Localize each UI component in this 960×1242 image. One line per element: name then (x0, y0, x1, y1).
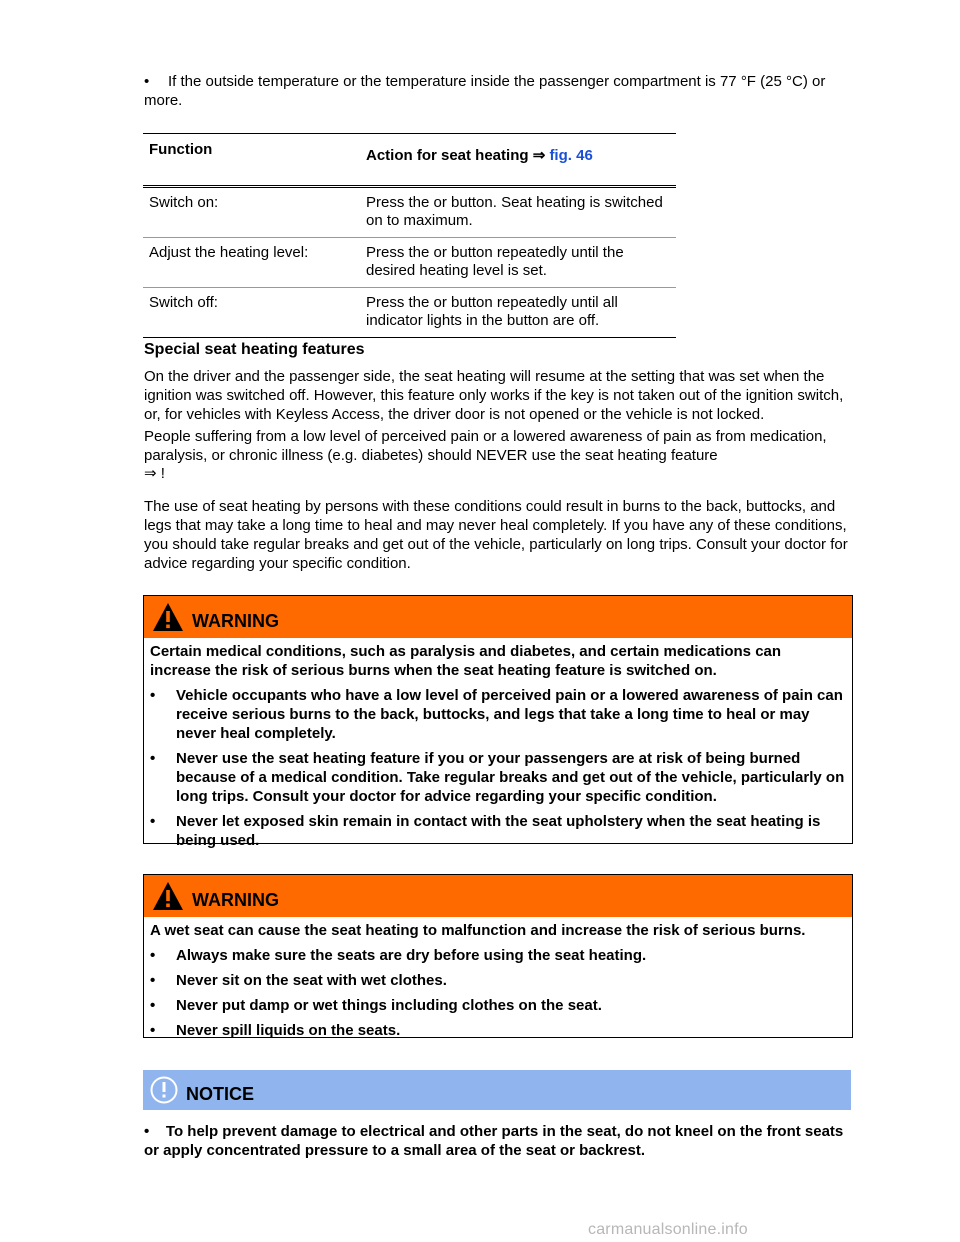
bullet-dot: • (150, 1022, 156, 1039)
warning-body (144, 638, 852, 862)
notice-text: To help prevent damage to electrical and other parts in the seat, do not kneel on the front seats or apply concentrated pressure to a small area of the seat or backrest. (144, 1123, 844, 1159)
row-function: Adjust the heating level: (149, 244, 309, 261)
table-row (143, 288, 676, 338)
bullet-dot: • (150, 813, 156, 830)
warning-title: WARNING (192, 890, 279, 910)
warning-bullet-text: Vehicle occupants who have a low level of perceived pain or a lowered awareness of pain can receive serious burns to the back, buttocks, and legs that take a long time to heal or may never heal completely. (176, 687, 843, 742)
warning-box-medical (143, 595, 853, 849)
warning-reference (144, 464, 165, 483)
warning-title: WARNING (192, 611, 279, 631)
site-watermark: carmanualsonline.info (588, 1221, 748, 1238)
warning-bullet (150, 812, 846, 850)
seat-heating-table (143, 133, 676, 338)
warning-bullet-text: Never sit on the seat with wet clothes. (176, 972, 447, 989)
warning-header (144, 875, 852, 917)
warning-triangle-icon (151, 601, 185, 633)
notice-header (143, 1070, 851, 1110)
warning-bullet-text: Never use the seat heating feature if you or your passengers are at risk of being burned because of a medical condition. Take regular breaks and get out of the vehicle, particularly on long trips. Consult your doctor for advice regarding your specific condition. (176, 750, 845, 805)
row-action: Press the or button. Seat heating is switched on to maximum. (366, 194, 663, 229)
figure-link[interactable]: fig. 46 (549, 147, 593, 164)
paragraph-resume: On the driver and the passenger side, the seat heating will resume at the setting that was set when the ignition was switched off. However, this feature only works if the key is not taken out of the ignition switch, or, for vehicles with Keyless Access, the driver door is not opened or the vehicle is not locked. (144, 368, 844, 423)
warning-box-wet-seat (143, 874, 853, 1038)
warning-bullet (150, 686, 846, 743)
intro-bullet-text: If the outside temperature or the temperature inside the passenger compartment is 77 °F (25 °C) or more. (144, 73, 826, 109)
warning-bullet-text: Never let exposed skin remain in contact with the seat upholstery when the seat heating is being used. (176, 813, 821, 849)
warning-bullet (150, 996, 846, 1015)
warning-bullet-text: Never spill liquids on the seats. (176, 1022, 401, 1039)
row-action: Press the or button repeatedly until the desired heating level is set. (366, 244, 624, 279)
warning-bullet (150, 946, 846, 965)
bullet-dot: • (150, 687, 156, 704)
bullet-dot: • (144, 1123, 166, 1140)
warning-bullet-text: Always make sure the seats are dry before using the seat heating. (176, 947, 647, 964)
intro-bullet (144, 72, 856, 110)
bullet-dot: • (144, 73, 150, 90)
col-header-action: Action for seat heating ⇒ fig. 46 (366, 147, 593, 164)
table-row (143, 187, 676, 238)
col-header-action-label: Action for seat heating (366, 147, 529, 164)
col-header-function: Function (149, 141, 213, 158)
section-title: Special seat heating features (144, 341, 365, 358)
notice-bullet-text (144, 1122, 844, 1160)
warning-lead: Certain medical conditions, such as paralysis and diabetes, and certain medications can increase the risk of serious burns when the seat heating feature is switched on. (150, 643, 782, 679)
paragraph-pain: People suffering from a low level of perceived pain or a lowered awareness of pain as from medication, paralysis, or chronic illness (e.g. diabetes) should NEVER use the seat heating feature (144, 428, 827, 464)
notice-title: NOTICE (186, 1084, 255, 1104)
row-function: Switch off: (149, 294, 218, 311)
warning-triangle-icon (151, 880, 185, 912)
warning-bullet (150, 749, 846, 806)
warning-bullet-text: Never put damp or wet things including clothes on the seat. (176, 997, 602, 1014)
warning-lead: A wet seat can cause the seat heating to malfunction and increase the risk of serious burns. (150, 922, 806, 939)
warning-body (144, 917, 852, 1052)
table-row (143, 238, 676, 288)
warning-header (144, 596, 852, 638)
row-action: Press the or button repeatedly until all indicator lights in the button are off. (366, 294, 618, 329)
row-function: Switch on: (149, 194, 219, 211)
warning-reference-text: ⇒ ! (144, 465, 165, 482)
notice-exclamation-icon (149, 1075, 179, 1105)
bullet-dot: • (150, 972, 156, 989)
table-header-row (143, 134, 676, 187)
bullet-dot: • (150, 997, 156, 1014)
warning-bullet (150, 1021, 846, 1040)
paragraph-burns: The use of seat heating by persons with these conditions could result in burns to the back, buttocks, and legs that may take a long time to heal and may never heal completely. If you have any of these conditions, you should take regular breaks and get out of the vehicle, particularly on long trips. Consult your doctor for advice regarding your specific condition. (144, 498, 848, 572)
bullet-dot: • (150, 750, 156, 767)
bullet-dot: • (150, 947, 156, 964)
notice-bullet (144, 1122, 844, 1160)
warning-bullet (150, 971, 846, 990)
